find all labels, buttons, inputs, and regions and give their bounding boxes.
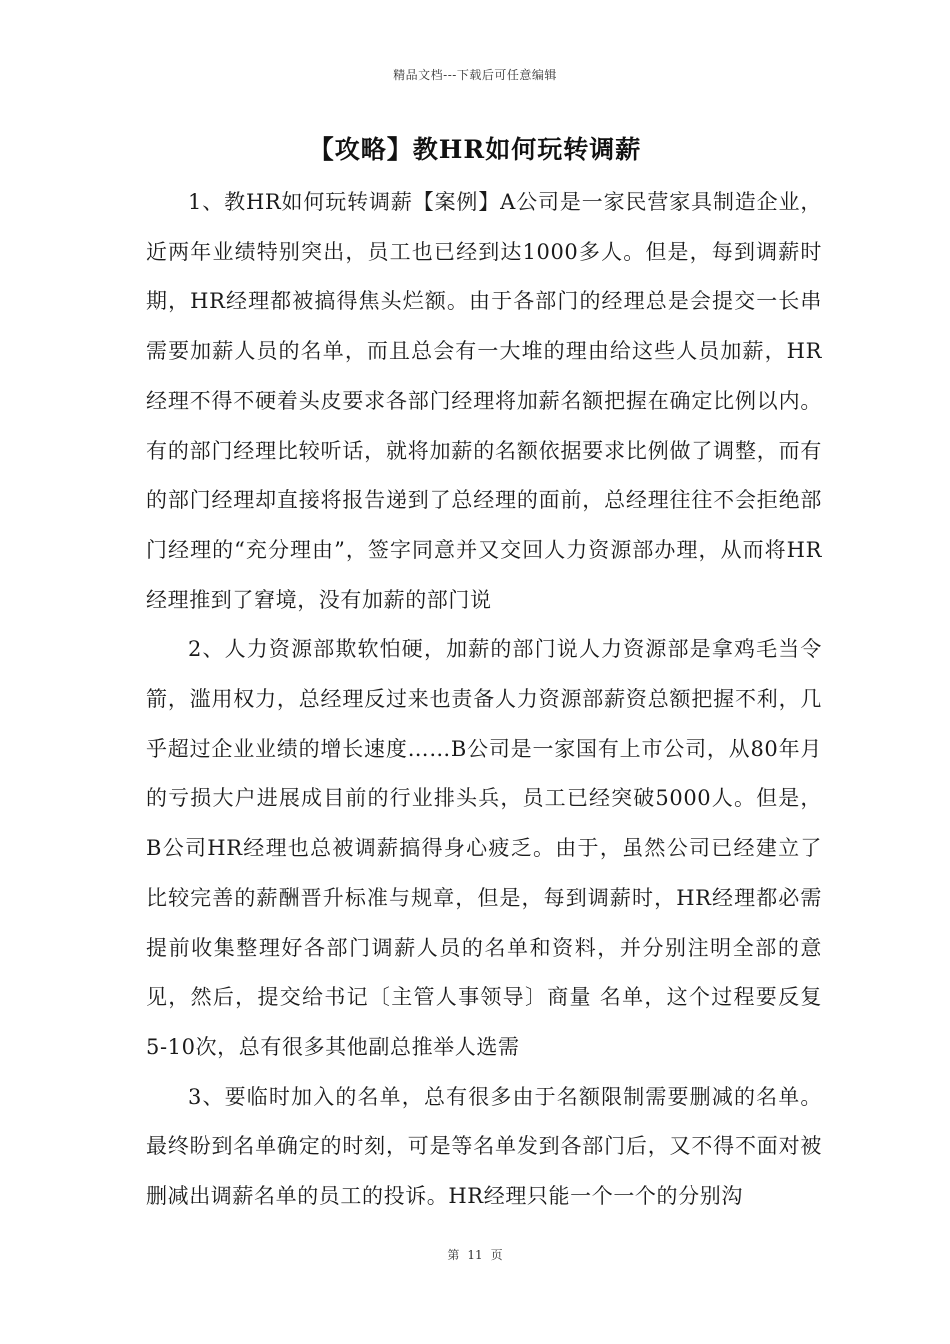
document-title: 【攻略】教HR如何玩转调薪 <box>308 135 642 164</box>
page-number-footer <box>0 1246 950 1263</box>
paragraph-3: 3、要临时加入的名单，总有很多由于名额限制需要删减的名单。最终盼到名单确定的时刻，可是等名单发到各部门后，又不得不面对被删减出调薪名单的员工的投诉。HR经理只能一个一个的分别沟 <box>146 1084 822 1209</box>
header-note: 精品文档---下载后可任意编辑 <box>393 68 557 82</box>
page-suffix: 页 <box>490 1248 503 1262</box>
paragraph-2: 2、人力资源部欺软怕硬，加薪的部门说人力资源部是拿鸡毛当令箭，滥用权力，总经理反过来也责备人力资源部薪资总额把握不利，几乎超过企业业绩的增长速度……B公司是一家国有上市公司，从80年月的亏损大户进展成目前的行业排头兵，员工已经突破5000人。但是，B公司HR经理也总被调薪搞得身心疲乏。由于，虽然公司已经建立了比较完善的薪酬晋升标准与规章，但是，每到调薪时，HR经理都必需提前收集整理好各部门调薪人员的名单和资料，并分别注明全部的意见，然后，提交给书记〔主管人事领导〕商量 名单，这个过程要反复5-10次，总有很多其他副总推举人选需 <box>146 637 822 1059</box>
page-prefix: 第 <box>447 1248 460 1262</box>
document-body <box>146 178 822 1222</box>
page-number: 11 <box>467 1248 483 1262</box>
paragraph-1: 1、教HR如何玩转调薪【案例】A公司是一家民营家具制造企业，近两年业绩特别突出，员工也已经到达1000多人。但是，每到调薪时期，HR经理都被搞得焦头烂额。由于各部门的经理总是会提交一长串需要加薪人员的名单，而且总会有一大堆的理由给这些人员加薪，HR经理不得不硬着头皮要求各部门经理将加薪名额把握在确定比例以内。有的部门经理比较听话，就将加薪的名额依据要求比例做了调整，而有的部门经理却直接将报告递到了总经理的面前，总经理往往不会拒绝部门经理的“充分理由”，签字同意并又交回人力资源部办理，从而将HR经理推到了窘境，没有加薪的部门说 <box>146 190 822 612</box>
